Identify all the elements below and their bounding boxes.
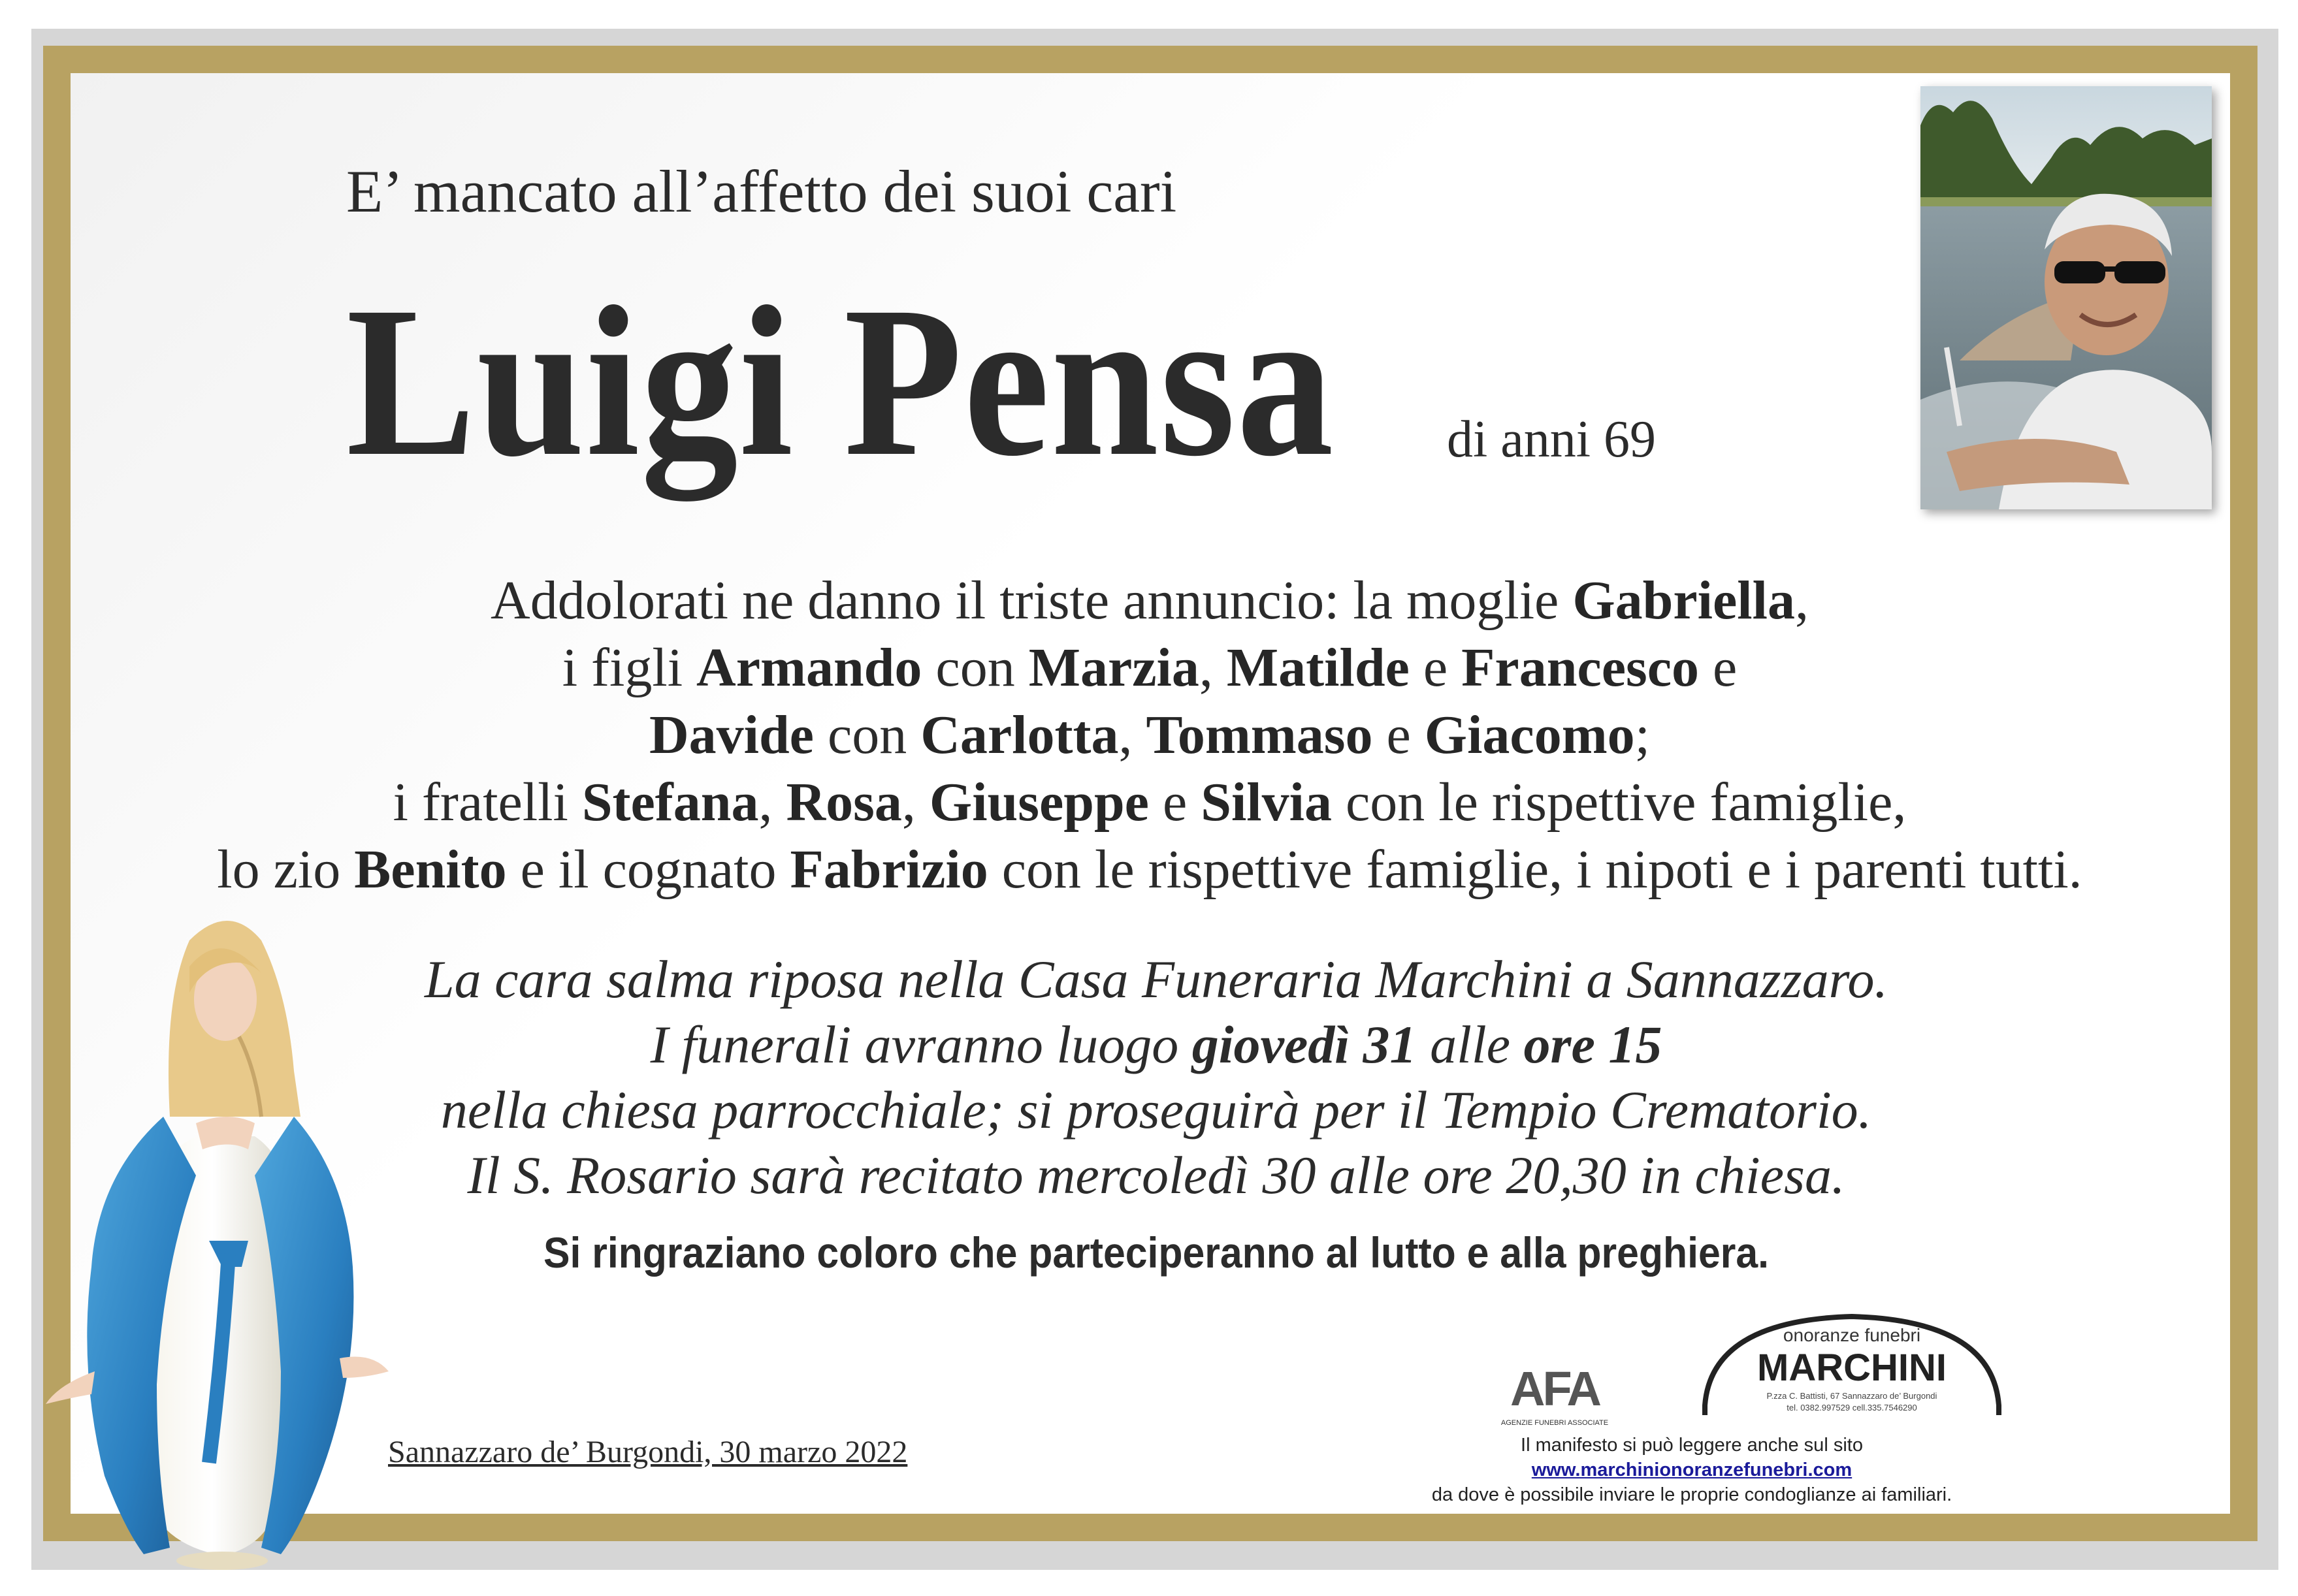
family-line-2: i figli Armando con Marzia, Matilde e Francesco e <box>562 637 1738 698</box>
deceased-name: Luigi Pensa <box>346 263 1335 501</box>
wife-name: Gabriella <box>1572 570 1795 631</box>
footer-line-1: Il manifesto si può leggere anche sul sito www.marchinionoranzefunebri.com <box>1521 1435 1863 1480</box>
funeral-day: giovedì 31 <box>1191 1015 1417 1074</box>
service-line-1: La cara salma riposa nella Casa Funeraria Marchini a Sannazzaro. <box>425 950 1888 1009</box>
marchini-address: P.zza C. Battisti, 67 Sannazzaro de’ Burgondi <box>1766 1391 1937 1401</box>
marchini-phone: tel. 0382.997529 cell.335.7546290 <box>1787 1403 1917 1412</box>
footer-line-2: da dove è possibile inviare le proprie condoglianze ai familiari. <box>1431 1484 1952 1505</box>
marchini-arc-text: onoranze funebri <box>1783 1325 1921 1345</box>
website-link[interactable]: www.marchinionoranzefunebri.com <box>1531 1460 1853 1480</box>
afa-logo-icon <box>1489 1358 1620 1430</box>
service-line-3: nella chiesa parrocchiale; si proseguirà per il Tempio Crematorio. <box>440 1080 1872 1140</box>
madonna-icon <box>33 901 398 1574</box>
family-announcement <box>118 567 2182 903</box>
service-details <box>261 947 2051 1208</box>
funeral-time: ore 15 <box>1523 1015 1662 1074</box>
marchini-name: MARCHINI <box>1757 1347 1947 1389</box>
family-line-1: Addolorati ne danno il triste annuncio: la moglie Gabriella, <box>491 570 1809 631</box>
intro-text: E’ mancato all’affetto dei suoi cari <box>346 158 1177 225</box>
family-line-3: Davide con Carlotta, Tommaso e Giacomo; <box>649 705 1651 765</box>
notice-date: Sannazzaro de’ Burgondi, 30 marzo 2022 <box>388 1435 908 1469</box>
marchini-logo <box>1698 1307 2005 1420</box>
family-line-5: lo zio Benito e il cognato Fabrizio con le rispettive famiglie, i nipoti e i parenti tutti. <box>217 839 2082 900</box>
afa-logo-sub: AGENZIE FUNEBRI ASSOCIATE <box>1500 1419 1609 1427</box>
portrait-photo <box>1920 86 2212 509</box>
marchini-logo-icon <box>1698 1307 2005 1420</box>
madonna-figure <box>33 901 398 1574</box>
age-text: di anni 69 <box>1447 411 1656 468</box>
afa-logo <box>1489 1358 1620 1430</box>
footer-note <box>1365 1433 2018 1507</box>
thanks-text: Si ringraziano coloro che parteciperanno al lutto e alla preghiera. <box>543 1228 1770 1277</box>
family-line-4: i fratelli Stefana, Rosa, Giuseppe e Silvia con le rispettive famiglie, <box>393 772 1907 833</box>
service-line-4: Il S. Rosario sarà recitato mercoledì 30 alle ore 20,30 in chiesa. <box>467 1145 1845 1205</box>
portrait-photo-icon <box>1920 86 2212 509</box>
afa-logo-text: AFA <box>1510 1362 1599 1416</box>
service-line-2: I funerali avranno luogo giovedì 31 alle ore 15 <box>650 1015 1662 1074</box>
